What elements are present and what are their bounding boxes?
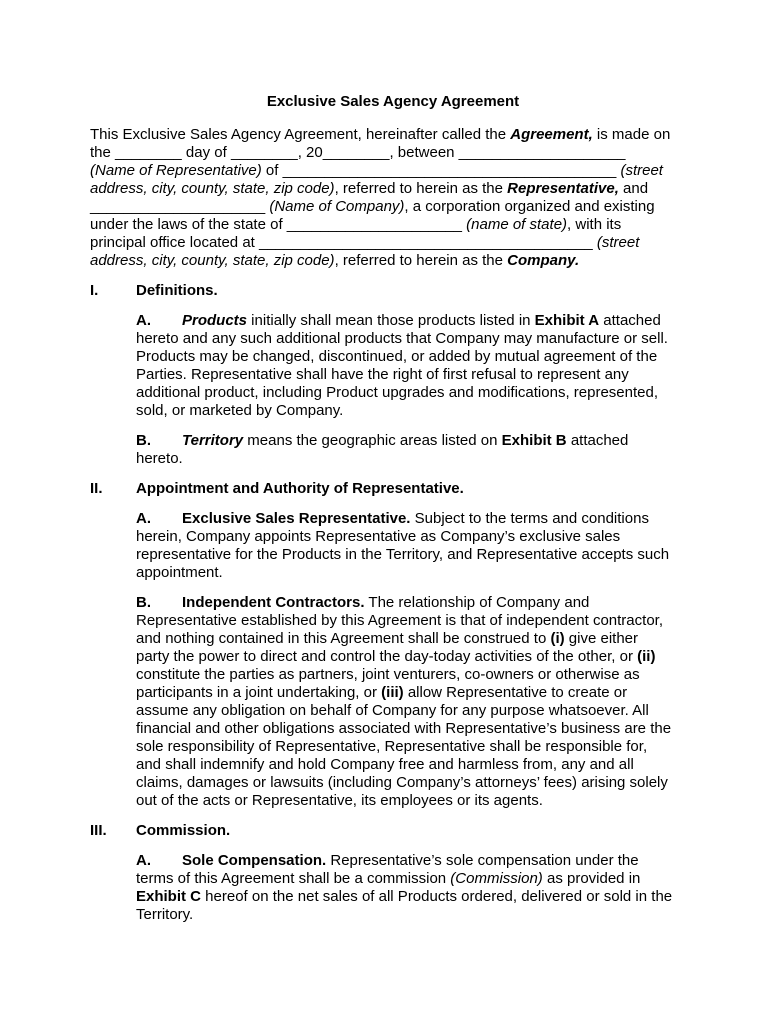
text-segment: Products may be changed, discontinued, or added by mutual agreement of the: [136, 348, 658, 365]
text-segment: herein, Company appoints Representative as Company’s exclusive sales: [136, 528, 621, 545]
text-line: [90, 480, 690, 498]
text-segment: allow Representative to create or: [403, 684, 628, 701]
text-line: [90, 216, 690, 234]
text-segment: _____________________: [90, 198, 270, 215]
text-line: [90, 144, 690, 162]
subsection-paragraph: [90, 852, 690, 924]
text-line: [136, 870, 690, 888]
document-page: [90, 93, 690, 936]
text-segment: attached: [566, 432, 629, 449]
text-line: [136, 756, 690, 774]
section-heading: [90, 822, 690, 840]
text-segment: constitute the parties as partners, joint venturers, co-owners or otherwise as: [136, 666, 640, 683]
text-segment: give either: [564, 630, 638, 647]
text-segment: party the power to direct and control the day-today activities of the other, or: [136, 648, 638, 665]
text-line: [136, 594, 690, 612]
emphasized-text: (i): [550, 630, 565, 647]
text-line: [136, 906, 690, 924]
text-line: [136, 510, 690, 528]
text-segment: of ________________________________________: [261, 162, 621, 179]
section-number: B.: [136, 432, 151, 449]
text-line: [136, 348, 690, 366]
text-line: [136, 648, 690, 666]
intro-paragraph: [90, 126, 690, 270]
text-line: [136, 630, 690, 648]
subsection-paragraph: [90, 312, 690, 420]
emphasized-text: (name of state): [466, 216, 568, 233]
emphasized-text: (ii): [637, 648, 656, 665]
text-segment: principal office located at ________________________________________: [90, 234, 597, 251]
text-segment: under the laws of the state of _____________________: [90, 216, 467, 233]
text-segment: assume any obligation on behalf of Company for any purpose whatsoever. All: [136, 702, 649, 719]
text-segment: representative for the Products in the Territory, and Representative accepts such: [136, 546, 670, 563]
emphasized-text: Products: [182, 312, 248, 329]
text-line: [136, 666, 690, 684]
text-line: [90, 198, 690, 216]
text-segment: as provided in: [542, 870, 641, 887]
section-number: III.: [90, 822, 107, 839]
section-number: I.: [90, 282, 99, 299]
emphasized-text: Sole Compensation.: [182, 852, 327, 869]
text-line: [136, 366, 690, 384]
text-line: [90, 126, 690, 144]
emphasized-text: address, city, county, state, zip code): [90, 252, 335, 269]
text-segment: appointment.: [136, 564, 223, 581]
text-segment: The relationship of Company and: [364, 594, 590, 611]
text-line: [136, 888, 690, 906]
text-segment: hereto.: [136, 450, 183, 467]
text-line: [136, 852, 690, 870]
document-body: [90, 126, 690, 924]
text-line: [136, 330, 690, 348]
section-number: II.: [90, 480, 103, 497]
text-segment: , referred to herein as the: [334, 180, 508, 197]
emphasized-text: (Commission): [450, 870, 543, 887]
text-segment: sold, or marketed by Company.: [136, 402, 344, 419]
text-line: [136, 702, 690, 720]
section-number: A.: [136, 852, 151, 869]
section-heading: [90, 282, 690, 300]
text-segment: and shall indemnify and hold Company free and harmless from, any and all: [136, 756, 634, 773]
emphasized-text: Commission.: [136, 822, 231, 839]
emphasized-text: Exhibit A: [534, 312, 600, 329]
text-segment: initially shall mean those products listed in: [247, 312, 535, 329]
text-segment: hereof on the net sales of all Products ordered, delivered or sold in the: [201, 888, 673, 905]
text-segment: out of the acts or Representative, its employees or its agents.: [136, 792, 543, 809]
text-line: [136, 384, 690, 402]
text-line: [90, 180, 690, 198]
text-segment: attached: [599, 312, 661, 329]
text-segment: and nothing contained in this Agreement shall be construed to: [136, 630, 551, 647]
text-line: [90, 282, 690, 300]
text-segment: hereto and any such additional products that Company may manufacture or sell.: [136, 330, 668, 347]
emphasized-text: Exclusive Sales Representative.: [182, 510, 411, 527]
text-line: [90, 162, 690, 180]
emphasized-text: (street: [596, 234, 640, 251]
text-segment: Parties. Representative shall have the right of first refusal to represent any: [136, 366, 629, 383]
text-line: [136, 684, 690, 702]
text-segment: financial and other obligations associated with Representative’s business are the: [136, 720, 672, 737]
section-number: A.: [136, 510, 151, 527]
emphasized-text: Agreement,: [510, 126, 593, 143]
text-line: [136, 450, 690, 468]
emphasized-text: Exhibit B: [501, 432, 567, 449]
text-line: [136, 720, 690, 738]
emphasized-text: Territory: [182, 432, 244, 449]
text-line: [136, 738, 690, 756]
section-heading: [90, 480, 690, 498]
emphasized-text: Exhibit C: [136, 888, 202, 905]
text-line: [136, 528, 690, 546]
text-line: [90, 252, 690, 270]
emphasized-text: (iii): [381, 684, 404, 701]
text-segment: and: [618, 180, 649, 197]
subsection-paragraph: [90, 594, 690, 810]
text-line: [136, 312, 690, 330]
text-line: [90, 822, 690, 840]
document-title: Exclusive Sales Agency Agreement: [266, 93, 520, 110]
emphasized-text: (Name of Company): [269, 198, 405, 215]
emphasized-text: Definitions.: [136, 282, 218, 299]
text-segment: This Exclusive Sales Agency Agreement, hereinafter called the: [90, 126, 511, 143]
text-segment: , a corporation organized and existing: [404, 198, 655, 215]
emphasized-text: (Name of Representative): [90, 162, 262, 179]
emphasized-text: Independent Contractors.: [182, 594, 365, 611]
text-line: [136, 774, 690, 792]
text-segment: , with its: [567, 216, 622, 233]
text-segment: participants in a joint undertaking, or: [136, 684, 382, 701]
emphasized-text: Appointment and Authority of Representative.: [136, 480, 464, 497]
section-number: B.: [136, 594, 151, 611]
text-line: [136, 546, 690, 564]
emphasized-text: Representative,: [507, 180, 619, 197]
text-line: [136, 612, 690, 630]
text-segment: Subject to the terms and conditions: [410, 510, 649, 527]
text-line: [136, 432, 690, 450]
text-segment: additional product, including Product upgrades and modifications, represented,: [136, 384, 658, 401]
emphasized-text: Company.: [507, 252, 580, 269]
text-segment: means the geographic areas listed on: [243, 432, 502, 449]
emphasized-text: (street: [620, 162, 663, 179]
subsection-paragraph: [90, 432, 690, 468]
text-segment: Representative’s sole compensation under the: [326, 852, 639, 869]
text-segment: claims, damages or lawsuits (including Company’s attorneys’ fees) arising solely: [136, 774, 668, 791]
subsection-paragraph: [90, 510, 690, 582]
section-number: A.: [136, 312, 151, 329]
text-segment: , referred to herein as the: [334, 252, 508, 269]
text-line: [136, 792, 690, 810]
text-line: [136, 402, 690, 420]
text-line: [90, 234, 690, 252]
text-segment: is made on: [592, 126, 671, 143]
text-segment: terms of this Agreement shall be a commission: [136, 870, 451, 887]
text-segment: sole responsibility of Representative, Representative shall be responsible for,: [136, 738, 648, 755]
text-segment: the ________ day of ________, 20________, between ____________________: [90, 144, 626, 161]
text-line: [136, 564, 690, 582]
text-segment: Representative established by this Agreement is that of independent contractor,: [136, 612, 663, 629]
emphasized-text: address, city, county, state, zip code): [90, 180, 335, 197]
text-segment: Territory.: [136, 906, 194, 923]
